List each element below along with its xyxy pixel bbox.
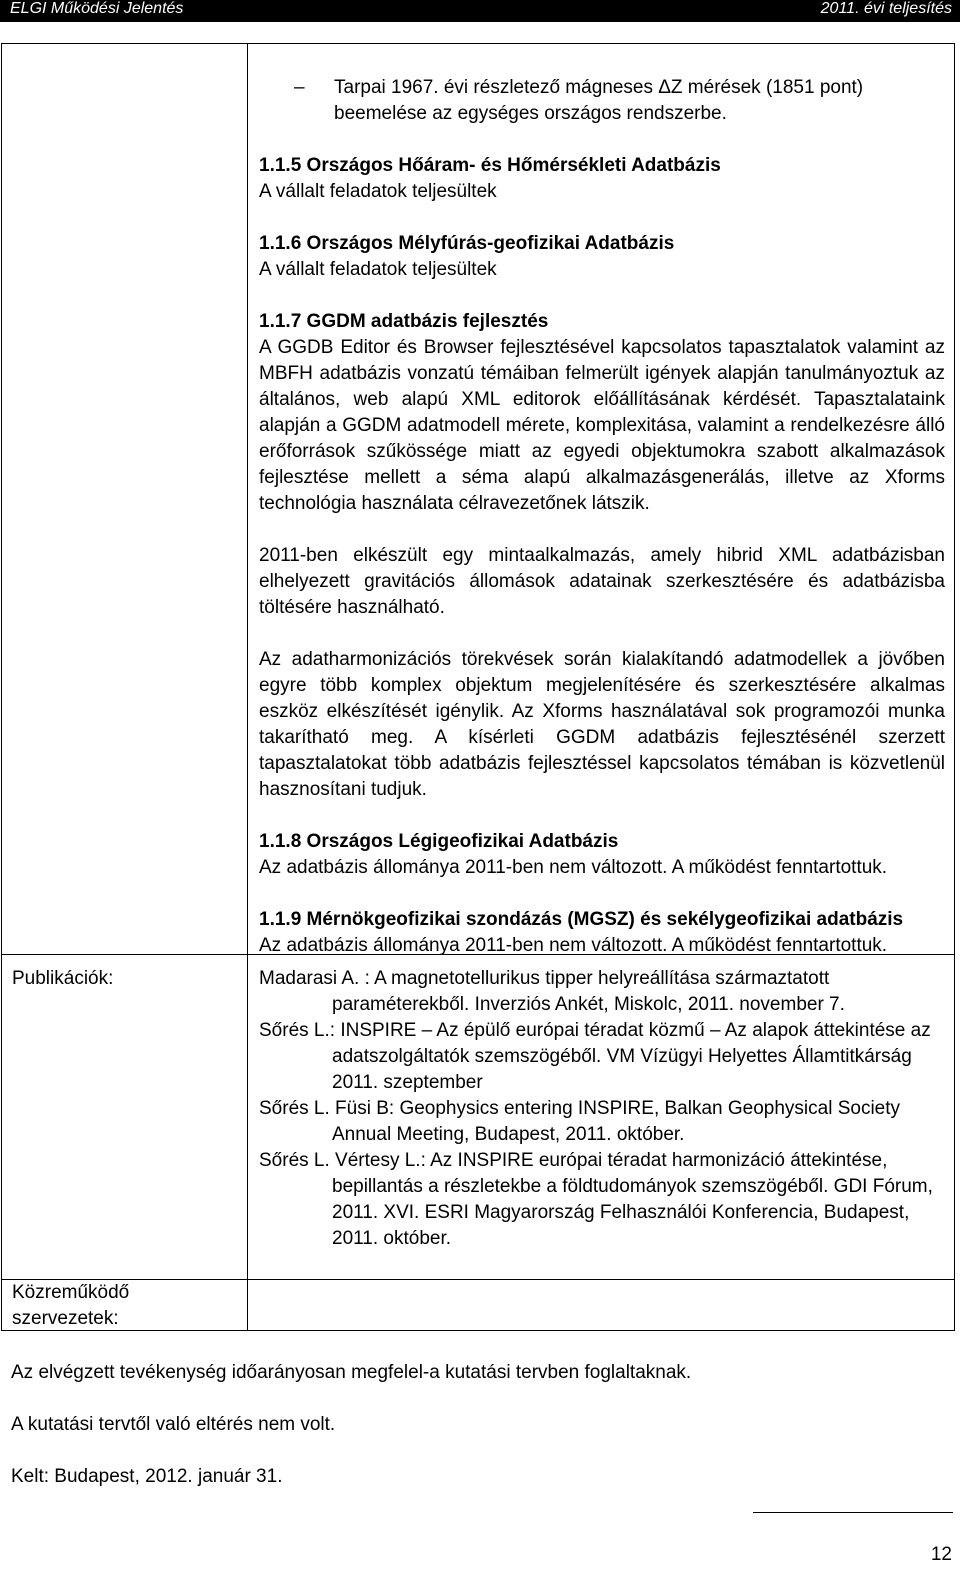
- section-1-1-5-title: 1.1.5 Országos Hőáram- és Hőmérsékleti Adatbázis: [259, 155, 721, 176]
- page-header: [0, 0, 960, 22]
- bullet-line: beemelése az egységes országos rendszerbe.: [334, 103, 727, 124]
- cooperating-label: [12, 1280, 129, 1332]
- bullet-line: Tarpai 1967. évi részletező mágneses ΔZ mérések (1851 pont): [334, 77, 864, 98]
- section-1-1-9-title: 1.1.9 Mérnökgeofizikai szondázás (MGSZ) és sekélygeofizikai adatbázis: [259, 909, 904, 930]
- cooperating-label-line: Közreműködő: [12, 1282, 130, 1303]
- footer-deviation: A kutatási tervtől való eltérés nem volt.: [11, 1414, 336, 1435]
- section-1-1-7-paragraph: Az adatharmonizációs törekvések során kialakítandó adatmodellek a jövőben egyre több komplex objektum megjelenítésére és szerkesztésére alkalmas eszköz elkészítését igénylik. Az Xforms használatával sok programozói munka takarítható meg. A kísérleti GGDM adatbázis fejlesztésénél szerzett tapasztalatokat több adatbázis fejlesztéssel kapcsolatos témában is közvetlenül hasznosítani tudjuk.: [259, 649, 945, 800]
- publication-item: Sőrés L. Vértesy L.: Az INSPIRE európai téradat harmonizáció áttekintése, bepillantás a részletekbe a földtudományok szemszögéből. GDI Fórum, 2011. XVI. ESRI Magyarország Felhasználói Konferencia, Budapest, 2011. október.: [259, 1150, 933, 1249]
- column-divider: [247, 44, 248, 1330]
- publication-item: Madarasi A. : A magnetotellurikus tipper helyreállítása származtatott paraméterekből. Inverziós Ankét, Miskolc, 2011. november 7.: [259, 968, 845, 1015]
- publications-list: [259, 966, 945, 1252]
- signature-line: [753, 1512, 953, 1513]
- row-divider-cooperating: [2, 1279, 954, 1280]
- activities-content: [259, 75, 945, 959]
- cooperating-label-line: szervezetek:: [12, 1308, 119, 1329]
- page-number: 12: [930, 1544, 952, 1565]
- footer-date: Kelt: Budapest, 2012. január 31.: [11, 1466, 283, 1487]
- dash-bullet: –: [294, 77, 305, 98]
- section-1-1-7-paragraph: 2011-ben elkészült egy mintaalkalmazás, amely hibrid XML adatbázisban elhelyezett gravitációs állomások adatainak szerkesztésére és adatbázisba töltésére használható.: [259, 545, 945, 618]
- bullet-item: [259, 75, 945, 127]
- header-period: 2011. évi teljesítés: [820, 0, 952, 17]
- publication-item: Sőrés L. Füsi B: Geophysics entering INSPIRE, Balkan Geophysical Society Annual Meeting, Budapest, 2011. október.: [259, 1098, 901, 1145]
- publication-item: Sőrés L.: INSPIRE – Az épülő európai téradat közmű – Az alapok áttekintése az adatszolgáltatók szemszögéből. VM Vízügyi Helyettes Államtitkárság 2011. szeptember: [259, 1020, 931, 1093]
- report-table: [1, 43, 955, 1331]
- publications-label: Publikációk:: [12, 968, 114, 989]
- section-1-1-9-text: Az adatbázis állománya 2011-ben nem változott. A működést fenntartottuk.: [259, 935, 888, 956]
- section-1-1-8-text: Az adatbázis állománya 2011-ben nem változott. A működést fenntartottuk.: [259, 857, 888, 878]
- section-1-1-7-paragraph: A GGDB Editor és Browser fejlesztésével kapcsolatos tapasztalatok valamint az MBFH adatbázis vonzatú témáiban felmerült igények alapján tanulmányoztuk az általános, web alapú XML editorok előállításának kérdését. Tapasztalataink alapján a GGDM adatmodell mérete, komplexitása, valamint a rendelkezésre álló erőforrások szűkössége miatt az egyedi objektumokra szabott alkalmazások fejlesztése mellett a séma alapú alkalmazásgenerálás, illetve az Xforms technológia használata célravezetőnek látszik.: [259, 337, 945, 514]
- footer-statement: Az elvégzett tevékenység időarányosan megfelel-a kutatási tervben foglaltaknak.: [11, 1362, 692, 1383]
- header-title: ELGI Működési Jelentés: [10, 0, 184, 17]
- section-1-1-7-title: 1.1.7 GGDM adatbázis fejlesztés: [259, 311, 549, 332]
- section-1-1-6-title: 1.1.6 Országos Mélyfúrás-geofizikai Adatbázis: [259, 233, 675, 254]
- section-1-1-6-text: A vállalt feladatok teljesültek: [259, 259, 497, 280]
- section-1-1-5-text: A vállalt feladatok teljesültek: [259, 181, 497, 202]
- section-1-1-8-title: 1.1.8 Országos Légigeofizikai Adatbázis: [259, 831, 619, 852]
